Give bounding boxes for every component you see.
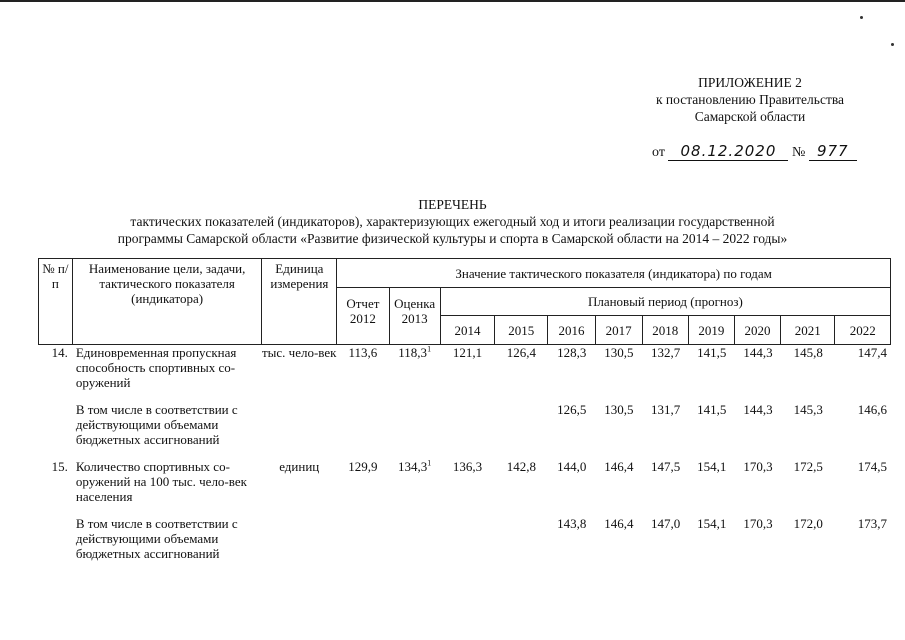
value-report-2012 [337, 516, 389, 561]
indicator-unit: тыс. чело-век [261, 345, 337, 360]
appendix-header [600, 74, 900, 125]
header-planned-period: Плановый период (прогноз) [440, 288, 890, 316]
value-year: 154,1 [697, 459, 727, 474]
value-year: 126,5 [557, 402, 587, 417]
header-values-by-year: Значение тактического показателя (индикатора) по годам [337, 259, 891, 288]
value-estimate-2013: 134,3$^1$ [398, 458, 432, 474]
indicator-name: Количество спортивных со-оружений на 100 тыс. чело-век населения [75, 459, 247, 504]
header-estimate-2013: Оценка 2013 [389, 288, 440, 345]
header-year: 2017 [595, 316, 642, 345]
value-year: 145,3 [793, 402, 823, 417]
value-year [495, 516, 548, 561]
value-year: 130,5 [604, 345, 634, 360]
value-estimate-2013 [389, 516, 440, 561]
document-subtitle-line1: тактических показателей (индикаторов), характеризующих ежегодный ход и итоги реализации государственной [130, 214, 775, 229]
indicator-unit [262, 402, 337, 447]
value-year: 132,7 [650, 345, 681, 360]
value-year: 154,1 [697, 516, 727, 531]
value-report-2012: 129,9 [348, 459, 378, 474]
header-number: № п/п [39, 259, 73, 345]
value-year: 136,3 [452, 459, 483, 474]
value-year [495, 402, 548, 447]
value-year: 170,3 [743, 516, 773, 531]
value-year: 147,4 [857, 345, 887, 360]
header-unit: Единица измерения [262, 259, 337, 345]
row-number: 15. [51, 459, 68, 474]
value-year: 131,7 [650, 402, 681, 417]
handwritten-number: 977 [809, 143, 857, 161]
value-year: 170,3 [743, 459, 773, 474]
value-report-2012: 113,6 [348, 345, 378, 360]
row-number [38, 402, 72, 447]
resolution-date-number [652, 143, 857, 161]
row-number [38, 516, 72, 561]
value-year: 147,0 [650, 516, 681, 531]
footnote-mark: 1 [427, 458, 432, 468]
header-year: 2022 [835, 316, 891, 345]
header-report-2012: Отчет 2012 [337, 288, 389, 345]
table-row [38, 402, 891, 447]
scan-speck [891, 43, 894, 46]
indicators-table-header [38, 258, 891, 345]
value-year: 173,7 [857, 516, 887, 531]
indicators-table-body [38, 345, 891, 561]
row-number: 14. [51, 345, 68, 360]
value-year: 144,3 [743, 345, 773, 360]
table-row [38, 345, 891, 390]
value-year: 141,5 [697, 402, 727, 417]
scan-speck [860, 16, 863, 19]
value-year: 147,5 [650, 459, 681, 474]
indicator-name: В том числе в соответствии с действующими объемами бюджетных ассигнований [75, 516, 238, 561]
value-estimate-2013 [389, 402, 440, 447]
date-prefix: от [652, 145, 665, 160]
header-year: 2014 [440, 316, 494, 345]
header-year: 2021 [781, 316, 835, 345]
appendix-title: ПРИЛОЖЕНИЕ 2 [698, 75, 802, 90]
value-year: 143,8 [557, 516, 587, 531]
header-year: 2019 [688, 316, 734, 345]
table-row [38, 516, 891, 561]
value-report-2012 [337, 402, 389, 447]
document-title: ПЕРЕЧЕНЬ [418, 197, 487, 212]
indicator-unit [262, 516, 337, 561]
header-year: 2016 [548, 316, 595, 345]
header-year: 2020 [734, 316, 780, 345]
value-year: 146,6 [857, 402, 887, 417]
header-year: 2015 [495, 316, 548, 345]
value-year: 128,3 [557, 345, 587, 360]
value-year [440, 516, 494, 561]
value-year: 144,3 [743, 402, 773, 417]
value-year: 146,4 [604, 459, 634, 474]
header-year: 2018 [642, 316, 688, 345]
value-year: 130,5 [604, 402, 634, 417]
value-year: 141,5 [697, 345, 727, 360]
value-year: 172,0 [793, 516, 823, 531]
number-prefix: № [791, 145, 806, 160]
value-estimate-2013: 118,3$^1$ [398, 344, 432, 360]
page-top-border [0, 0, 905, 2]
value-year: 172,5 [793, 459, 823, 474]
value-year: 121,1 [452, 345, 483, 360]
value-year: 144,0 [557, 459, 587, 474]
value-year: 145,8 [793, 345, 823, 360]
table-row [38, 459, 891, 504]
value-year: 142,8 [506, 459, 537, 474]
header-indicator-name: Наименование цели, задачи, тактического показателя (индикатора) [72, 259, 262, 345]
footnote-mark: 1 [427, 344, 432, 354]
value-year [440, 402, 494, 447]
indicator-name: Единовременная пропускная способность спортивных со-оружений [75, 345, 237, 390]
value-year: 126,4 [506, 345, 537, 360]
handwritten-date: 08.12.2020 [668, 143, 788, 161]
value-year: 174,5 [857, 459, 887, 474]
appendix-region-line: Самарской области [694, 109, 806, 124]
document-subtitle-line2: программы Самарской области «Развитие физической культуры и спорта в Самарской области на 2014 – 2022 годы» [117, 231, 788, 246]
indicator-unit: единиц [279, 459, 320, 474]
indicator-name: В том числе в соответствии с действующими объемами бюджетных ассигнований [75, 402, 238, 447]
appendix-resolution-line: к постановлению Правительства [655, 92, 845, 107]
value-year: 146,4 [604, 516, 634, 531]
